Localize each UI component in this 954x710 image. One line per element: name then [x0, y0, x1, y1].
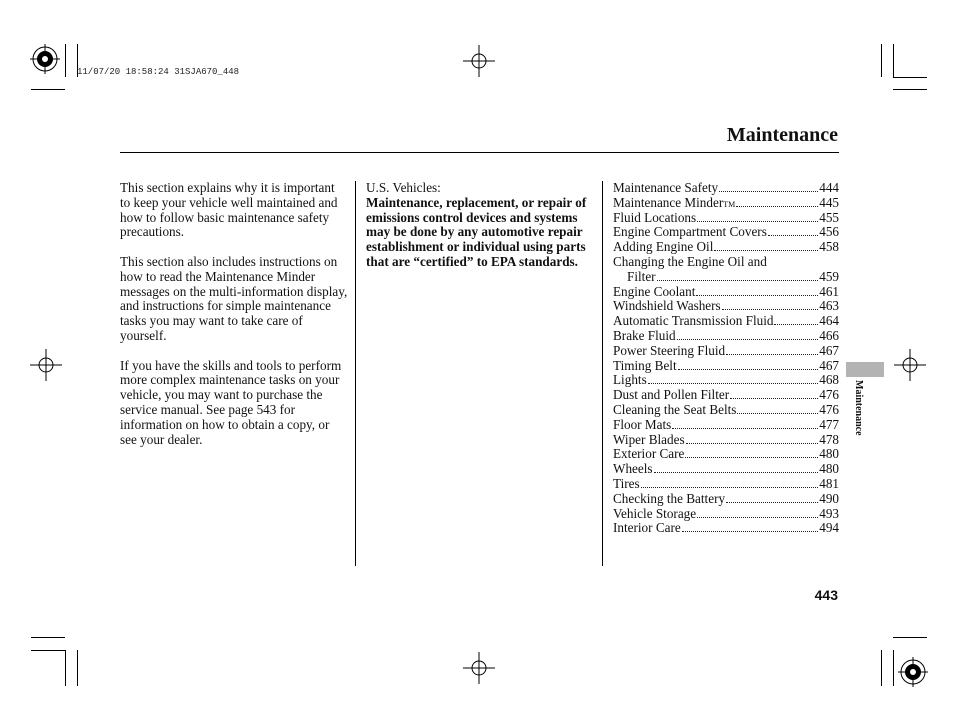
toc-item-label: Interior Care	[613, 520, 681, 536]
toc-item[interactable]	[613, 181, 839, 196]
toc-item-label: Engine Coolant	[613, 283, 696, 299]
toc-item-page: 481	[819, 475, 839, 491]
toc-item[interactable]	[613, 373, 839, 388]
crop-mark	[893, 637, 927, 638]
toc-item[interactable]	[613, 433, 839, 448]
toc-item-label: Windshield Washers	[613, 298, 721, 314]
toc-item[interactable]	[613, 507, 839, 522]
toc-item[interactable]	[613, 299, 839, 314]
toc-item-label: Checking the Battery	[613, 490, 726, 506]
toc-item-page: 480	[819, 461, 839, 477]
intro-column	[120, 181, 348, 462]
toc-item[interactable]	[613, 270, 839, 285]
emissions-note-text: Maintenance, replacement, or repair of emissions control devices and systems may be done by any automotive repair establishment or individual using parts that are “certified” to EPA standards.	[366, 194, 587, 269]
toc-leader	[726, 344, 818, 355]
registration-target-icon	[30, 44, 60, 74]
toc-item-page: 476	[819, 401, 839, 417]
toc-leader	[678, 359, 819, 370]
toc-item-label: Wiper Blades	[613, 431, 685, 447]
toc-leader	[774, 314, 818, 325]
toc-leader	[726, 492, 818, 503]
toc-leader	[736, 196, 818, 207]
toc-item-label: Cleaning the Seat Belts	[613, 401, 737, 417]
toc-item[interactable]	[613, 225, 839, 240]
toc-item[interactable]	[613, 329, 839, 344]
crop-mark	[881, 650, 882, 686]
toc-leader	[654, 462, 819, 473]
toc-item[interactable]	[613, 240, 839, 255]
toc-item-label: Fluid Locations	[613, 209, 697, 225]
page-number: 443	[814, 587, 838, 603]
crop-mark	[31, 89, 65, 90]
toc-item[interactable]	[613, 344, 839, 359]
toc-item-label: Automatic Transmission Fluid	[613, 313, 774, 329]
toc-leader	[682, 521, 818, 532]
crosshair-icon	[894, 349, 926, 381]
toc-leader	[686, 433, 819, 444]
toc-item-page: 444	[819, 180, 839, 195]
crop-mark	[893, 44, 894, 77]
crop-mark	[881, 44, 882, 77]
toc-item-label: Power Steering Fluid	[613, 342, 726, 358]
toc-item-page: 467	[819, 357, 839, 373]
registration-target-icon	[898, 657, 928, 687]
toc-item[interactable]	[613, 196, 839, 211]
toc-item-page: 468	[819, 372, 839, 388]
toc-leader	[714, 240, 818, 251]
toc-item-page: 461	[819, 283, 839, 299]
toc-item-label: Changing the Engine Oil and	[613, 253, 767, 269]
toc-item-page: 478	[819, 431, 839, 447]
toc-item-page: 466	[819, 327, 839, 343]
section-tab	[846, 362, 884, 377]
toc-item-page: 480	[819, 446, 839, 462]
toc-item-label: Adding Engine Oil	[613, 239, 714, 255]
toc-item-page: 467	[819, 342, 839, 358]
column-divider	[355, 181, 356, 566]
toc-item-label: Tires	[613, 475, 640, 491]
toc-item-label: Timing Belt	[613, 357, 677, 373]
toc-leader	[641, 477, 819, 488]
toc-item-label: Filter	[627, 268, 656, 284]
toc-leader	[685, 447, 818, 458]
intro-paragraph-2: This section also includes instructions on how to read the Maintenance Minder messages on the multi-information display, and instructions for simple maintenance tasks you may want to take care of yourself.	[120, 253, 348, 343]
column-divider	[602, 181, 603, 566]
section-tab-label: Maintenance	[853, 380, 864, 436]
toc-leader	[697, 211, 818, 222]
toc-leader	[672, 418, 818, 429]
toc-leader	[768, 225, 818, 236]
crosshair-icon	[463, 652, 495, 684]
toc-item-label: Dust and Pollen Filter	[613, 387, 730, 403]
trademark-mark: TM	[723, 199, 736, 209]
toc-item-page: 463	[819, 298, 839, 314]
toc-item[interactable]	[613, 403, 839, 418]
toc-leader	[677, 329, 819, 340]
toc-item-page: 458	[819, 239, 839, 255]
toc-item-page: 459	[819, 268, 839, 284]
toc-item[interactable]	[613, 285, 839, 300]
toc-item-label: Maintenance Safety	[613, 180, 719, 195]
toc-item[interactable]	[613, 462, 839, 477]
toc-item[interactable]	[613, 477, 839, 492]
crop-mark	[77, 650, 78, 686]
toc-item[interactable]	[613, 521, 839, 536]
intro-paragraph-1: This section explains why it is important to keep your vehicle well maintained and how to follow basic maintenance safety precautions.	[120, 180, 338, 240]
toc-item-page: 456	[819, 224, 839, 240]
toc-leader	[696, 285, 818, 296]
crop-mark	[31, 637, 65, 638]
crop-mark	[893, 650, 894, 686]
toc-item-label: Exterior Care	[613, 446, 685, 462]
toc-item[interactable]	[613, 359, 839, 374]
intro-paragraph-3: If you have the skills and tools to perform more complex maintenance tasks on your vehicle, you may want to purchase the service manual. See page 543 for information on how to obtain a copy, or see your dealer.	[120, 357, 342, 447]
toc-item-page: 476	[819, 387, 839, 403]
toc-leader	[697, 507, 818, 518]
toc-item-page: 490	[819, 490, 839, 506]
toc-item-page: 464	[819, 313, 839, 329]
toc-item-page: 455	[819, 209, 839, 225]
toc-item-label: Floor Mats	[613, 416, 672, 432]
toc-leader	[648, 373, 819, 384]
toc-leader	[730, 388, 818, 399]
crosshair-icon	[30, 349, 62, 381]
toc-item-label: Vehicle Storage	[613, 505, 697, 521]
toc-leader	[657, 270, 819, 281]
toc-item[interactable]	[613, 492, 839, 507]
toc-item-label: Lights	[613, 372, 647, 388]
title-rule	[120, 152, 839, 153]
toc-leader	[719, 181, 818, 192]
toc-item-page: 477	[819, 416, 839, 432]
us-vehicles-heading: U.S. Vehicles:	[366, 180, 441, 195]
toc-item-label: Brake Fluid	[613, 327, 676, 343]
emissions-note	[366, 181, 598, 270]
toc-leader	[737, 403, 818, 414]
toc-item[interactable]	[613, 314, 839, 329]
crop-mark	[65, 650, 66, 686]
toc-item[interactable]	[613, 255, 839, 270]
toc-item-label: Engine Compartment Covers	[613, 224, 767, 240]
crop-mark	[31, 650, 65, 651]
toc-leader	[722, 299, 819, 310]
page-title: Maintenance	[726, 124, 838, 146]
crop-mark	[65, 44, 66, 77]
toc-item-label: Maintenance Minder	[613, 194, 724, 210]
crop-mark	[893, 77, 927, 78]
toc-item[interactable]	[613, 418, 839, 433]
toc-item-page: 445	[819, 194, 839, 210]
toc-item[interactable]	[613, 447, 839, 462]
toc-item[interactable]	[613, 211, 839, 226]
toc-item[interactable]	[613, 388, 839, 403]
toc-item-page: 493	[819, 505, 839, 521]
table-of-contents	[613, 181, 839, 536]
crosshair-icon	[463, 45, 495, 77]
toc-item-page: 494	[819, 520, 839, 536]
print-stamp: 11/07/20 18:58:24 31SJA670_448	[77, 67, 240, 77]
crop-mark	[893, 89, 927, 90]
toc-item-label: Wheels	[613, 461, 653, 477]
